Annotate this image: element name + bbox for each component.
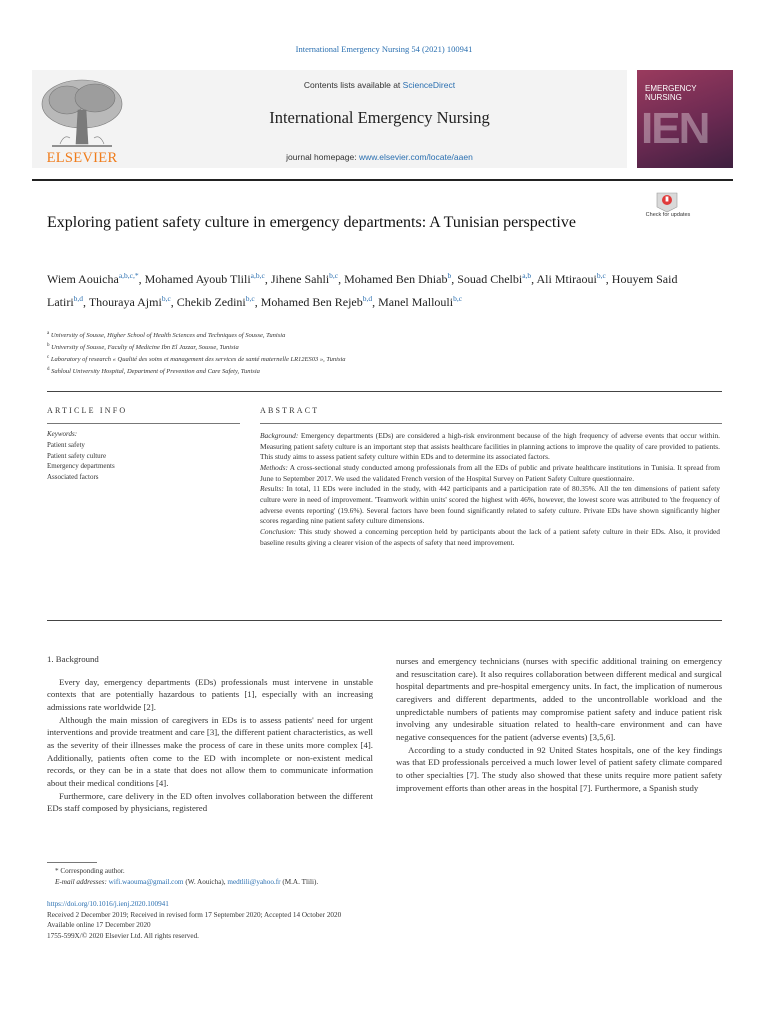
corresponding-author-note: * Corresponding author. <box>55 867 125 875</box>
author-separator: , <box>254 295 261 309</box>
email-addresses-line <box>47 877 507 888</box>
author-name[interactable]: Manel Mallouli <box>378 295 454 309</box>
author-separator: , <box>170 295 177 309</box>
affiliation <box>47 329 687 341</box>
journal-cover-image[interactable] <box>637 70 733 168</box>
affiliation-list <box>47 329 687 378</box>
author-name[interactable]: Mohamed Ayoub Tlili <box>144 272 251 286</box>
abstract-heading: ABSTRACT <box>260 406 320 415</box>
abstract-methods: A cross-sectional study conducted among professionals from all the EDs of public and private healthcare institutions in Tunisia. It spread from June to September 2017. We used the validated French version of the Hospital Survey on Patient Safety Culture questionnaire. <box>260 462 720 483</box>
email-owner-1: (W. Aouicha), <box>183 878 228 886</box>
author[interactable] <box>261 295 372 309</box>
article-title: Exploring patient safety culture in emergency departments: A Tunisian perspective <box>47 214 576 231</box>
author-affiliation-marks[interactable]: b,d <box>362 294 373 303</box>
keyword: Associated factors <box>47 472 99 481</box>
author-separator: , <box>372 295 379 309</box>
abstract-background-label: Background: <box>260 431 299 440</box>
section-heading-background: 1. Background <box>47 654 99 664</box>
keywords-label: Keywords: <box>47 430 78 438</box>
author-name[interactable]: Jihene Sahli <box>270 272 330 286</box>
affiliation <box>47 341 687 353</box>
publication-info <box>47 899 547 941</box>
info-divider <box>47 391 722 392</box>
author-name[interactable]: Mohamed Ben Dhiab <box>344 272 448 286</box>
abstract-conclusion: This study showed a concerning perception held by participants about the lack of a patient safety culture in their EDs. Also, it provided baseline results giving a clearer vision of the aspects of safety that need improvement. <box>260 526 720 547</box>
email-link-1[interactable]: wifi.waouma@gmail.com <box>108 878 184 886</box>
author-affiliation-marks[interactable]: a,b,c,* <box>118 271 139 280</box>
author[interactable] <box>47 272 139 286</box>
contents-available-line <box>132 80 627 90</box>
author-affiliation-marks[interactable]: b,c <box>245 294 255 303</box>
affiliation-text: Laboratory of research « Qualité des soins et management des services de santé maternelle LR12ES03 », Tunisia <box>50 356 346 364</box>
author-separator: , <box>451 272 458 286</box>
affiliation-text: Sahloul University Hospital, Department of Prevention and Care Safety, Tunisia <box>51 368 260 376</box>
author-affiliation-marks[interactable]: a,b,c <box>250 271 265 280</box>
author[interactable] <box>457 272 531 286</box>
affiliation-mark: b <box>47 343 50 349</box>
author-affiliation-marks[interactable]: a,b <box>522 271 532 280</box>
homepage-prefix: journal homepage: <box>286 152 359 162</box>
journal-homepage-line <box>132 152 627 162</box>
author-affiliation-marks[interactable]: b,c <box>596 271 606 280</box>
cover-monogram: IEN <box>641 104 709 153</box>
body-paragraph: Every day, emergency departments (EDs) professionals must intervene in unstable contexts that are potentially hazardous to patients [1], especially with an increasing admissions rate worldwide [2]. <box>47 676 373 712</box>
cover-title-line-1: EMERGENCY <box>645 84 697 93</box>
article-info-rule <box>47 423 240 424</box>
journal-homepage-link[interactable]: www.elsevier.com/locate/aaen <box>358 152 473 162</box>
abstract-bottom-divider <box>47 620 722 621</box>
header-divider <box>32 179 733 181</box>
affiliation-mark: a <box>47 331 50 336</box>
cover-title <box>645 84 697 102</box>
author-separator: , <box>138 272 145 286</box>
keyword: Emergency departments <box>47 462 115 470</box>
abstract-results-label: Results: <box>260 484 284 494</box>
author-affiliation-marks[interactable]: b,c <box>329 271 339 280</box>
affiliation-text: University of Sousse, Faculty of Medicine Ibn El Jazzar, Sousse, Tunisia <box>51 344 239 352</box>
abstract-conclusion-label: Conclusion: <box>260 526 297 536</box>
email-label: E-mail addresses: <box>55 878 107 886</box>
available-online: Available online 17 December 2020 <box>47 921 151 929</box>
author-separator: , <box>605 272 612 286</box>
author-separator: , <box>83 295 89 309</box>
cover-title-line-2: NURSING <box>645 93 682 102</box>
author-separator: , <box>338 272 345 286</box>
body-paragraph: According to a study conducted in 92 United States hospitals, one of the key findings was that ED professionals perceived a much lower level of patient safety climate compared to other specialties [7]. The study also showed that these units require more patient safety improvement efforts than other areas in the hospital [7]. Furthermore, a Spanish study <box>396 744 722 793</box>
author[interactable] <box>537 272 606 286</box>
left-paragraphs <box>47 676 373 815</box>
keyword: Patient safety culture <box>47 451 107 460</box>
check-for-updates-label[interactable]: Check for updates <box>645 212 691 218</box>
email-owner-2: (M.A. Tlili). <box>280 878 319 886</box>
body-paragraph: Although the main mission of caregivers in EDs is to assess patients' need for urgent interventions and provide treatment and care [3], the different patient characteristics, as well as the severity of their illnesses make the process of care in these units more complex [4]. Additionally, patients often come to the ED with incomplete or non-existent medical records, or they can be in a state that does not allow them to communicate information about their medical conditions [4]. <box>47 714 373 788</box>
author[interactable] <box>378 295 462 309</box>
author-affiliation-marks[interactable]: b,c <box>453 294 463 303</box>
author[interactable] <box>89 295 171 309</box>
author[interactable] <box>145 272 265 286</box>
email-link-2[interactable]: medtlili@yahoo.fr <box>227 878 281 886</box>
journal-title: International Emergency Nursing <box>269 108 490 127</box>
affiliation-mark: c <box>47 355 50 361</box>
author[interactable] <box>271 272 338 286</box>
author[interactable] <box>177 295 255 309</box>
elsevier-wordmark: ELSEVIER <box>46 150 118 166</box>
author[interactable] <box>344 272 451 286</box>
author-name[interactable]: Houyem Said Latiri <box>47 272 678 309</box>
right-paragraphs <box>396 655 722 794</box>
journal-citation-link[interactable]: International Emergency Nursing 54 (2021) 100941 <box>295 44 473 54</box>
abstract-methods-label: Methods: <box>260 462 288 472</box>
abstract-results: In total, 11 EDs were included in the study, with 442 participants and a participation rate of 80.35%. All the ten dimensions of patient safety culture were in need of improvement. 'Teamwork within units' scored the highest with 46%, however, the lowest score was attributed to 'the frequency of adverse events reporting' (19.6%). Several factors have been found significantly related to safety culture. Private EDs have shown significantly higher scores regarding nine patient safety culture dimensions. <box>260 484 720 526</box>
body-paragraph: nurses and emergency technicians (nurses with specific additional training on emergency and resuscitation care). It also requires collaboration between different medical and surgical hospital departments and pre-hospital emergency units. In fact, the implication of numerous caregivers and different departments, added to the uncontrollable workload and the unpredictable numbers of patients may compromise patient safety and induce patient risk involving any undesirable situation related to health-care environment and can have negative consequences for the patient (adverse events) [3,5,6]. <box>396 656 722 742</box>
author-name[interactable]: Chekib Zedini <box>176 295 246 309</box>
copyright-line: 1755-599X/© 2020 Elsevier Ltd. All rights reserved. <box>47 931 199 940</box>
contents-prefix: Contents lists available at <box>303 80 403 90</box>
author-list <box>47 266 687 312</box>
affiliation-text: University of Sousse, Higher School of Health Sciences and Techniques of Sousse, Tunisia <box>50 332 286 340</box>
article-info-heading: ARTICLE INFO <box>47 406 128 415</box>
check-for-updates-icon[interactable] <box>653 191 681 213</box>
received-dates: Received 2 December 2019; Received in revised form 17 September 2020; Accepted 14 October 2020 <box>47 910 342 919</box>
author-affiliation-marks[interactable]: b <box>447 271 452 280</box>
author-name[interactable]: Thouraya Ajmi <box>88 295 162 309</box>
footnotes <box>47 866 507 888</box>
author-separator: , <box>264 272 271 286</box>
keyword-list <box>47 440 237 482</box>
affiliation <box>47 353 687 365</box>
affiliation <box>47 365 687 377</box>
doi-link[interactable]: https://doi.org/10.1016/j.ienj.2020.100941 <box>47 900 169 908</box>
author-name[interactable]: Wiem Aouicha <box>47 272 119 286</box>
abstract-background: Emergency departments (EDs) are considered a high-risk environment because of the high frequency of adverse events that occur within. Measuring patient safety culture is an important step that assists healthcare facilities in planning actions to improve the quality of care provided to patients. This study aims to assess patient safety culture within EDs and to determine its associated factors. <box>260 431 720 462</box>
abstract-body <box>260 431 720 548</box>
affiliation-mark: d <box>47 367 50 373</box>
keyword: Patient safety <box>47 441 85 449</box>
abstract-rule <box>260 423 722 424</box>
body-paragraph: Furthermore, care delivery in the ED often involves collaboration between the different EDs staff composed by physicians, registered <box>47 790 373 814</box>
body-column-right <box>396 655 722 794</box>
author-affiliation-marks[interactable]: b,d <box>73 294 84 303</box>
author-separator: , <box>531 272 537 286</box>
author-name[interactable]: Mohamed Ben Rejeb <box>260 295 363 309</box>
sciencedirect-link[interactable]: ScienceDirect <box>402 80 456 90</box>
body-column-left <box>47 653 373 815</box>
author-affiliation-marks[interactable]: b,c <box>161 294 171 303</box>
footnote-rule <box>47 862 97 863</box>
author-name[interactable]: Ali Mtiraoui <box>536 272 597 286</box>
author-name[interactable]: Souad Chelbi <box>457 272 523 286</box>
